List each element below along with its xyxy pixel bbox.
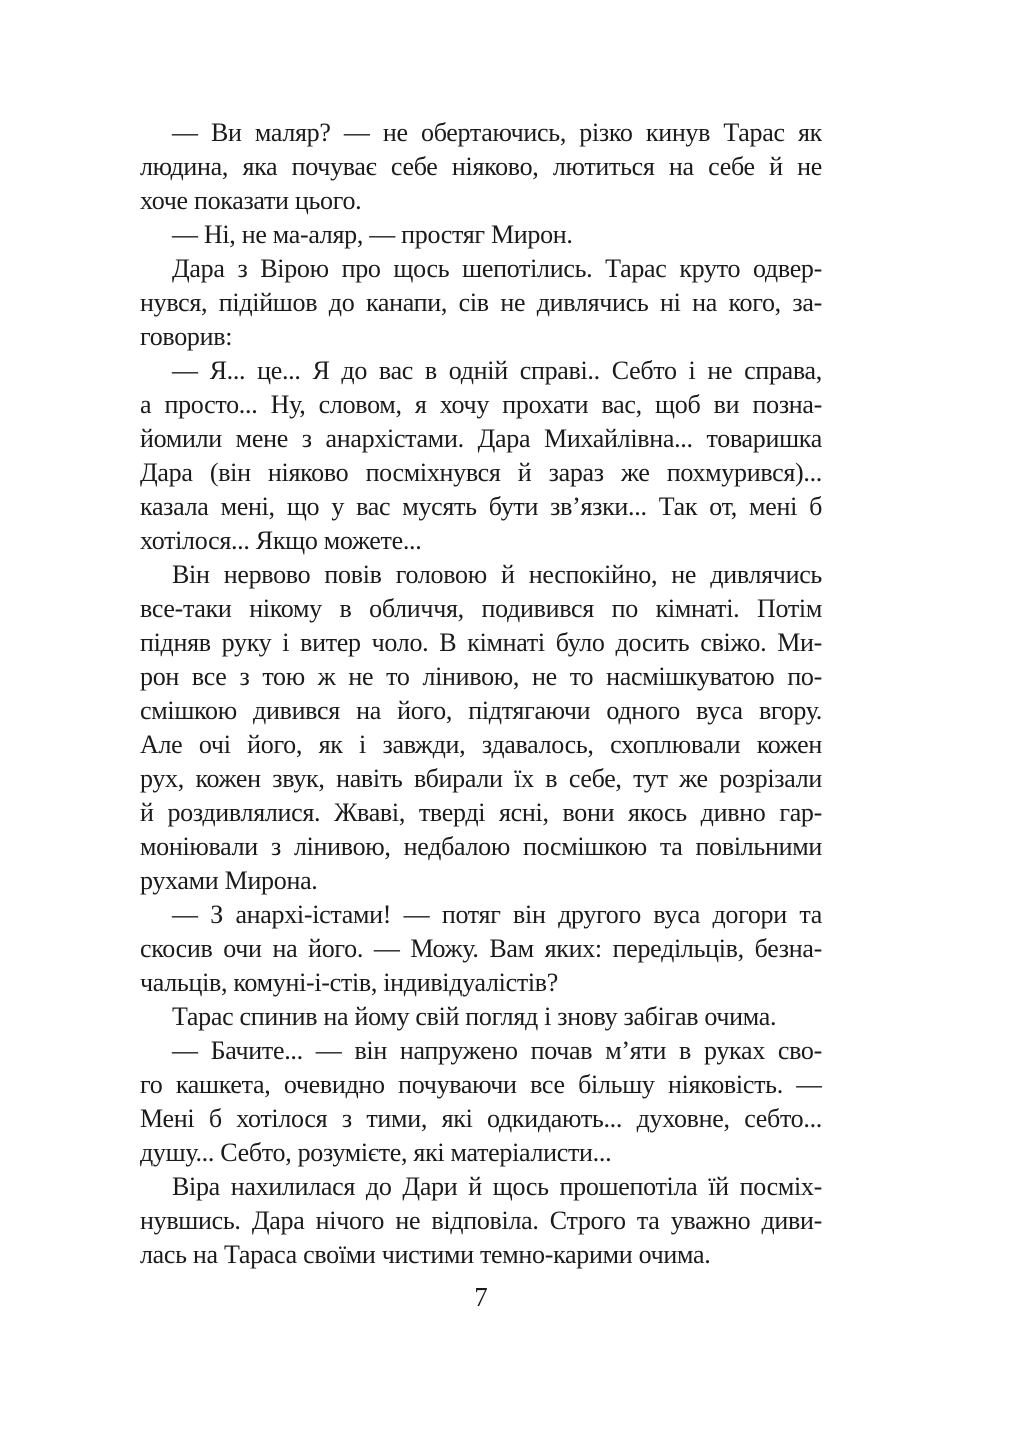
text-line: Тарас спинив на йому свій погляд і знову забігав очима. (172, 1002, 777, 1031)
text-line: Дара (він ніяково посміхнувся й зараз же похмурився)... (140, 458, 822, 487)
body-text (140, 116, 822, 1272)
text-line: чальців, комуні-і-стів, індивідуалістів? (140, 968, 559, 997)
text-line: хоче показати цього. (140, 186, 362, 215)
text-line: нувшись. Дара нічого не відповіла. Строго та уважно диви- (140, 1206, 822, 1235)
text-line: й роздивлялися. Жваві, тверді ясні, вони якось дивно гар- (140, 798, 822, 827)
page-number: 7 (474, 1282, 488, 1312)
text-line: — Ні, не ма-аляр, — простяг Мирон. (172, 220, 573, 249)
text-line: хотілося... Якщо можете... (140, 526, 422, 555)
text-line: Мені б хотілося з тими, які одкидають... духовне, себто... (140, 1104, 822, 1133)
text-line: людина, яка почуває себе ніяково, лютиться на себе й не (140, 152, 822, 181)
text-line: а просто... Ну, словом, я хочу прохати вас, щоб ви позна- (140, 390, 822, 419)
text-line: лась на Тараса своїми чистими темно-карими очима. (140, 1240, 711, 1269)
text-line: підняв руку і витер чоло. В кімнаті було досить свіжо. Ми- (140, 628, 822, 657)
text-line: моніювали з лінивою, недбалою посмішкою та повільними (140, 832, 822, 861)
text-line: — Ви маляр? — не обертаючись, різко кинув Тарас як (172, 118, 822, 147)
text-line: Дара з Вірою про щось шепотілись. Тарас круто одвер- (172, 254, 822, 283)
text-line: нувся, підійшов до канапи, сів не дивлячись ні на кого, за- (140, 288, 822, 317)
text-line: Віра нахилилася до Дари й щось прошепотіла їй посміх- (172, 1172, 822, 1201)
text-line: казала мені, що у вас мусять бути зв’язки... Так от, мені б (140, 492, 822, 521)
text-line: смішкою дивився на його, підтягаючи одного вуса вгору. (140, 696, 822, 725)
text-line: го кашкета, очевидно почуваючи все більшу ніяковість. — (140, 1070, 822, 1099)
text-line: — Бачите... — він напружено почав м’яти в руках сво- (172, 1036, 822, 1065)
text-line: все-таки нікому в обличчя, подивився по кімнаті. Потім (140, 594, 822, 623)
text-line: Але очі його, як і завжди, здавалось, схоплювали кожен (140, 730, 822, 759)
text-line: — З анархі-істами! — потяг він другого вуса догори та (172, 900, 822, 929)
text-line: — Я... це... Я до вас в одній справі.. Себто і не справа, (172, 356, 822, 385)
text-line: рух, кожен звук, навіть вбирали їх в себе, тут же розрізали (140, 764, 822, 793)
text-line: Він нервово повів головою й неспокійно, не дивлячись (172, 560, 822, 589)
text-line: говорив: (140, 322, 233, 351)
text-line: душу... Себто, розумієте, які матеріалисти... (140, 1138, 612, 1167)
text-line: рон все з тою ж не то лінивою, не то насмішкуватою по- (140, 662, 822, 691)
text-line: рухами Мирона. (140, 866, 318, 895)
text-line: йомили мене з анархістами. Дара Михайлівна... товаришка (140, 424, 822, 453)
text-line: скосив очи на його. — Можу. Вам яких: передільців, безна- (140, 934, 822, 963)
